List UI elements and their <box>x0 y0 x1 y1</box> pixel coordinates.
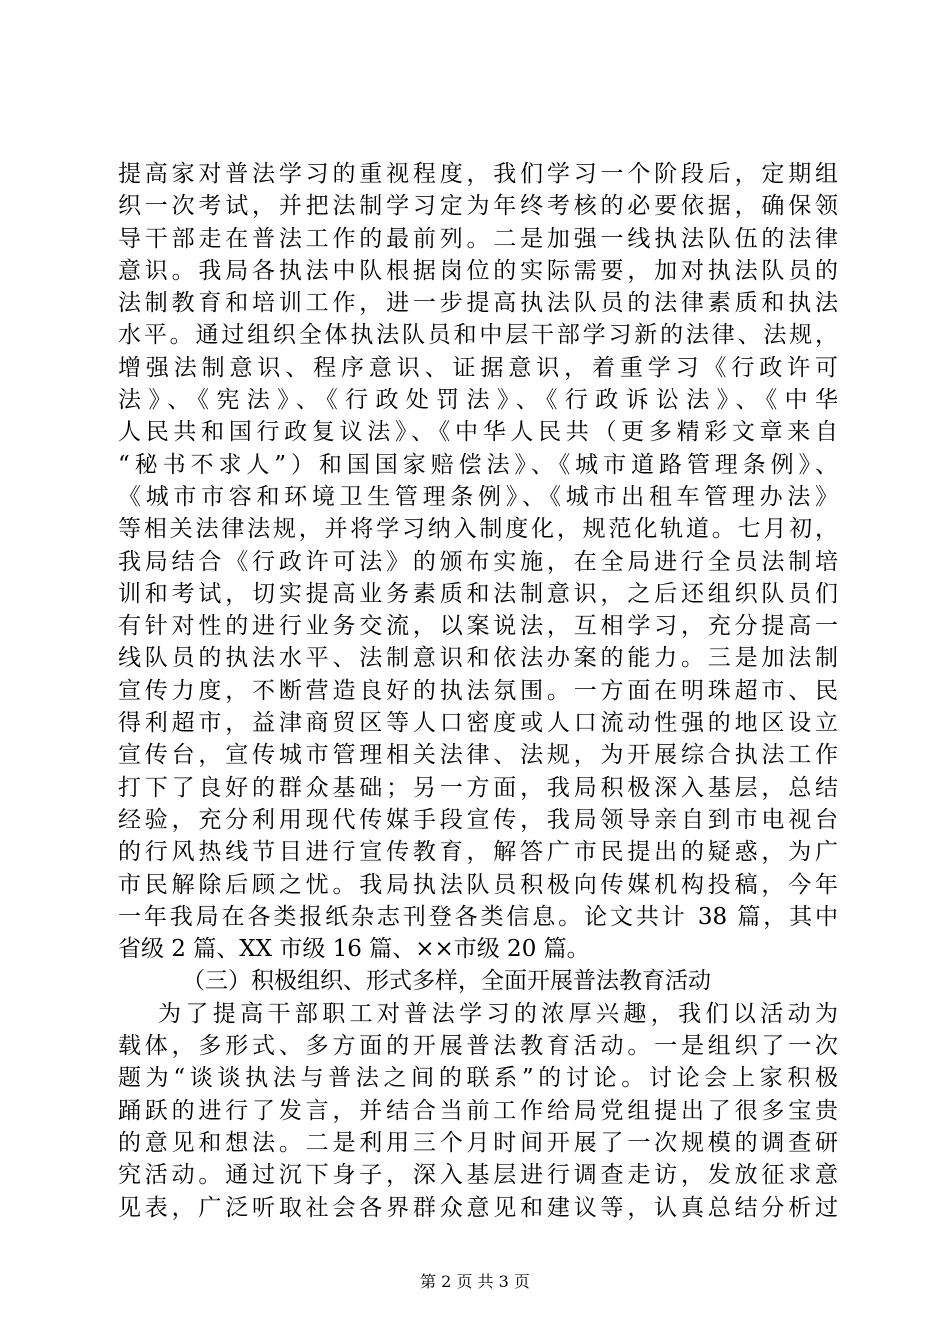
text-line: 的行风热线节目进行宣传教育，解答广市民提出的疑惑，为广 <box>118 839 838 866</box>
page-footer <box>0 1272 950 1292</box>
text-line: 的意见和想法。二是利用三个月时间开展了一次规模的调查研 <box>118 1129 838 1156</box>
text-line: 踊跃的进行了发言，并结合当前工作给局党组提出了很多宝贵 <box>118 1097 838 1124</box>
text-line: 经验，充分利用现代传媒手段宣传，我局领导亲自到市电视台 <box>118 806 838 833</box>
text-line: 有针对性的进行业务交流，以案说法，互相学习，充分提高一 <box>118 613 838 640</box>
text-line: 为了提高干部职工对普法学习的浓厚兴趣，我们以活动为 <box>158 1000 838 1027</box>
text-line: 究活动。通过沉下身子，深入基层进行调查走访，发放征求意 <box>118 1162 838 1189</box>
text-line: 提高家对普法学习的重视程度，我们学习一个阶段后，定期组 <box>118 161 838 187</box>
text-line: 宣传台，宣传城市管理相关法律、法规，为开展综合执法工作 <box>118 742 838 769</box>
text-line: 题为“谈谈执法与普法之间的联系”的讨论。讨论会上家积极 <box>118 1065 838 1092</box>
text-line: 得利超市，益津商贸区等人口密度或人口流动性强的地区设立 <box>118 710 838 737</box>
text-line: 织一次考试，并把法制学习定为年终考核的必要依据，确保领 <box>118 193 838 220</box>
text-line: 意识。我局各执法中队根据岗位的实际需要，加对执法队员的 <box>118 257 838 284</box>
text-line: “秘书不求人”）和国国家赔偿法》、《城市道路管理条例》、 <box>118 451 838 478</box>
text-line: 线队员的执法水平、法制意识和依法办案的能力。三是加法制 <box>118 645 838 672</box>
text-line: 训和考试，切实提高业务素质和法制意识，之后还组织队员们 <box>118 580 838 607</box>
text-line: 市民解除后顾之忧。我局执法队员积极向传媒机构投稿，今年 <box>118 871 838 898</box>
text-line: 载体，多形式、多方面的开展普法教育活动。一是组织了一次 <box>118 1033 838 1060</box>
text-line: 打下了良好的群众基础；另一方面，我局积极深入基层，总结 <box>118 774 838 801</box>
text-line: 水平。通过组织全体执法队员和中层干部学习新的法律、法规， <box>118 322 838 349</box>
text-line: 见表，广泛听取社会各界群众意见和建议等，认真总结分析过 <box>118 1194 838 1221</box>
section-heading: （三）积极组织、形式多样，全面开展普法教育活动 <box>182 968 711 995</box>
text-line: 导干部走在普法工作的最前列。二是加强一线执法队伍的法律 <box>118 225 838 252</box>
text-line: 省级 2 篇、XX 市级 16 篇、××市级 20 篇。 <box>118 936 590 963</box>
page-number: 第 2 页 共 3 页 <box>420 1272 530 1291</box>
text-line: 法制教育和培训工作，进一步提高执法队员的法律素质和执法 <box>118 290 838 317</box>
text-line: 等相关法律法规，并将学习纳入制度化，规范化轨道。七月初， <box>118 516 838 543</box>
text-line: 人民共和国行政复议法》、《中华人民共（更多精彩文章来自 <box>118 419 838 446</box>
text-line: 一年我局在各类报纸杂志刊登各类信息。论文共计 38 篇，其中 <box>118 903 838 930</box>
text-line: 增强法制意识、程序意识、证据意识，着重学习《行政许可 <box>118 354 838 381</box>
text-line: 《城市市容和环境卫生管理条例》、《城市出租车管理办法》 <box>118 483 838 510</box>
body-text <box>118 158 838 1224</box>
text-line: 我局结合《行政许可法》的颁布实施，在全局进行全员法制培 <box>118 548 838 575</box>
text-line: 法》、《宪法》、《行政处罚法》、《行政诉讼法》、《中华 <box>118 387 838 414</box>
text-line: 宣传力度，不断营造良好的执法氛围。一方面在明珠超市、民 <box>118 677 838 704</box>
